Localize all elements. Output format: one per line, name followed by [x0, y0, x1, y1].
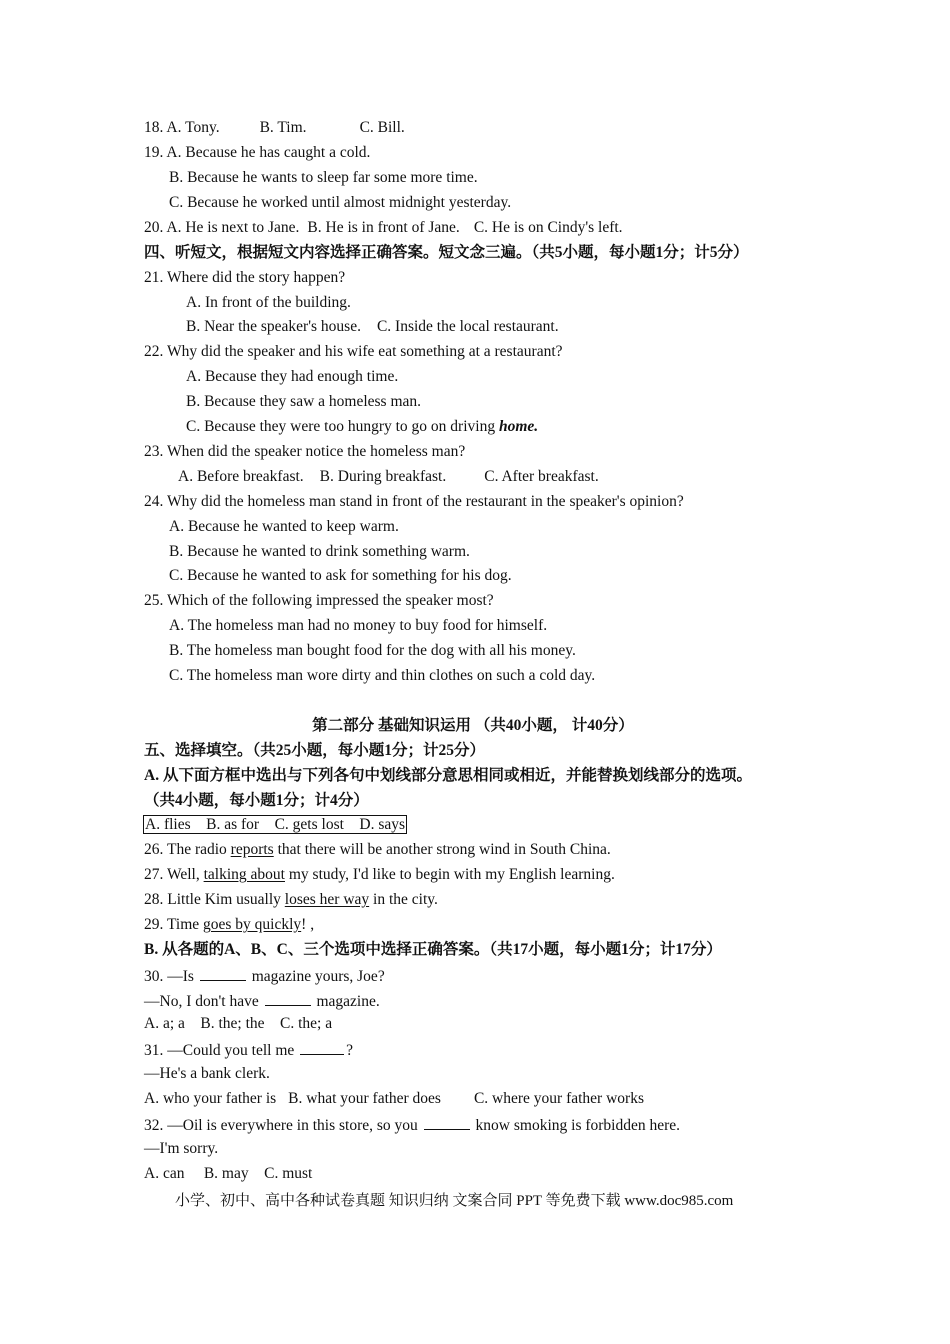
question-24-option-b: B. Because he wanted to drink something warm. [169, 543, 470, 560]
question-23-options: A. Before breakfast. B. During breakfast. C. After breakfast. [178, 468, 599, 485]
question-30-options: A. a; a B. the; the C. the; a [144, 1015, 333, 1032]
question-25-stem: 25. Which of the following impressed the speaker most? [144, 592, 494, 609]
question-31-line-2: —He's a bank clerk. [144, 1065, 270, 1082]
question-22-option-c: C. Because they were too hungry to go on driving home. [186, 418, 539, 435]
footer-text: 小学、初中、高中各种试卷真题 知识归纳 文案合同 PPT 等免费下载 www.doc985.com [175, 1193, 734, 1209]
question-22-stem: 22. Why did the speaker and his wife eat something at a restaurant? [144, 343, 563, 360]
section-a-subheading: （共4小题，每小题1分；计4分） [144, 792, 369, 809]
question-21-option-a: A. In front of the building. [186, 294, 351, 311]
question-32-line-1: 32. —Oil is everywhere in this store, so you know smoking is forbidden here. [144, 1114, 680, 1136]
question-29: 29. Time goes by quickly! , [144, 916, 315, 933]
question-30-line-1: 30. —Is magazine yours, Joe? [144, 965, 385, 987]
question-18: 18. A. Tony. B. Tim. C. Bill. [144, 119, 405, 136]
question-19-stem: 19. A. Because he has caught a cold. [144, 144, 371, 161]
answer-blank [424, 1114, 470, 1130]
question-27: 27. Well, talking about my study, I'd like to begin with my English learning. [144, 866, 615, 883]
question-31-options: A. who your father is B. what your father does C. where your father works [144, 1090, 644, 1107]
answer-blank [265, 990, 311, 1006]
answer-blank [300, 1039, 344, 1055]
part-2-title: 第二部分 基础知识运用 （共40小题， 计40分） [312, 717, 634, 734]
question-21-options-bc: B. Near the speaker's house. C. Inside the local restaurant. [186, 318, 559, 335]
question-21-stem: 21. Where did the story happen? [144, 269, 346, 286]
question-24-stem: 24. Why did the homeless man stand in front of the restaurant in the speaker's opinion? [144, 493, 684, 510]
question-20: 20. A. He is next to Jane. B. He is in front of Jane. C. He is on Cindy's left. [144, 219, 623, 236]
section-5-heading: 五、选择填空。（共25小题，每小题1分；计25分） [144, 742, 486, 759]
question-25-option-b: B. The homeless man bought food for the dog with all his money. [169, 642, 576, 659]
question-30-line-2: —No, I don't have magazine. [144, 990, 380, 1012]
question-31-line-1: 31. —Could you tell me ? [144, 1039, 353, 1061]
question-32-line-2: —I'm sorry. [144, 1140, 219, 1157]
question-19-option-b: B. Because he wants to sleep far some more time. [169, 169, 478, 186]
question-25-option-a: A. The homeless man had no money to buy food for himself. [169, 617, 548, 634]
word-options-box: A. flies B. as for C. gets lost D. says [145, 816, 406, 833]
question-23-stem: 23. When did the speaker notice the homeless man? [144, 443, 466, 460]
question-26: 26. The radio reports that there will be another strong wind in South China. [144, 841, 611, 858]
question-28: 28. Little Kim usually loses her way in the city. [144, 891, 438, 908]
question-22-option-b: B. Because they saw a homeless man. [186, 393, 422, 410]
answer-blank [200, 965, 246, 981]
question-19-option-c: C. Because he worked until almost midnight yesterday. [169, 194, 512, 211]
question-24-option-c: C. Because he wanted to ask for something for his dog. [169, 567, 512, 584]
question-24-option-a: A. Because he wanted to keep warm. [169, 518, 399, 535]
question-22-option-a: A. Because they had enough time. [186, 368, 399, 385]
question-32-options: A. can B. may C. must [144, 1165, 313, 1182]
question-25-option-c: C. The homeless man wore dirty and thin clothes on such a cold day. [169, 667, 596, 684]
section-b-heading: B. 从各题的A、B、C、三个选项中选择正确答案。（共17小题，每小题1分；计17分） [144, 941, 722, 958]
section-4-heading: 四、听短文，根据短文内容选择正确答案。短文念三遍。（共5小题，每小题1分；计5分） [144, 244, 749, 261]
section-a-heading: A. 从下面方框中选出与下列各句中划线部分意思相同或相近，并能替换划线部分的选项。 [144, 767, 752, 784]
